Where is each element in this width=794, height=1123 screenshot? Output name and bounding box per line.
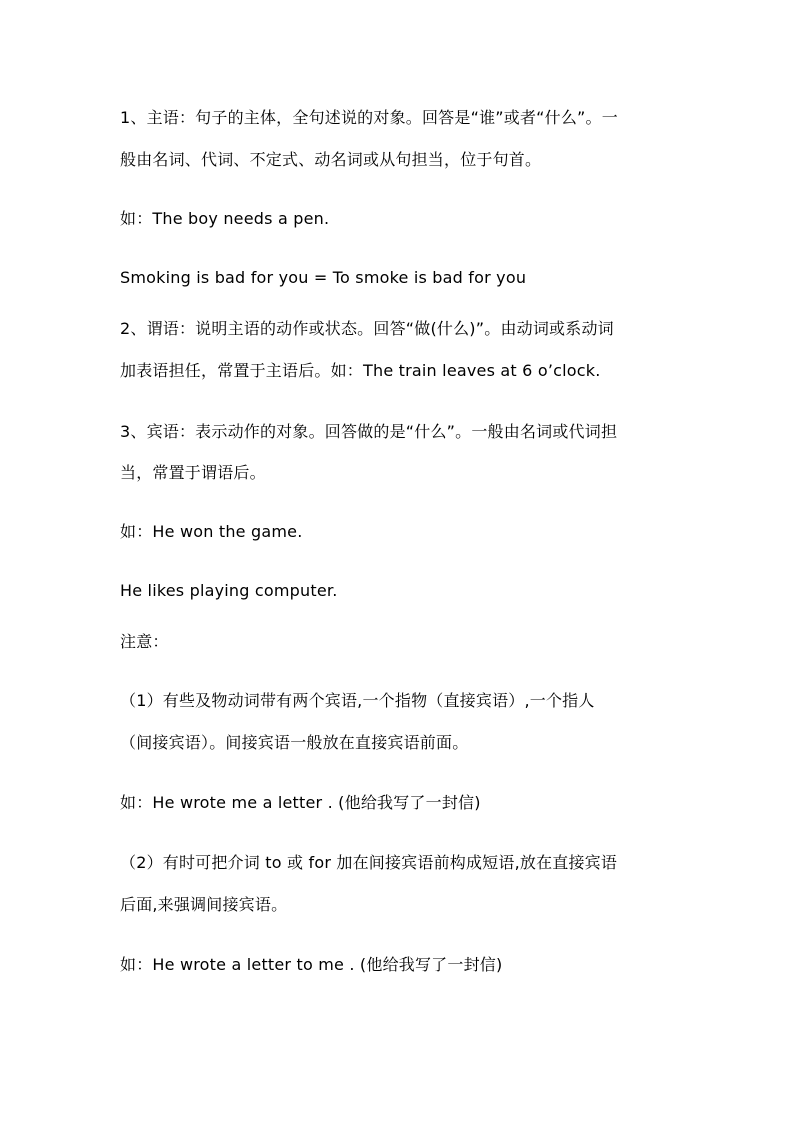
subject-example-1: 如：The boy needs a pen. [120,209,330,228]
note-1-line-1: （1）有些及物动词带有两个宾语,一个指物（直接宾语）,一个指人 [120,691,595,710]
note-1-line-2: （间接宾语）。间接宾语一般放在直接宾语前面。 [120,733,469,752]
object-example-2: He likes playing computer. [120,581,338,600]
note-2-line-2: 后面,来强调间接宾语。 [120,895,288,914]
object-definition-line-1: 3、宾语：表示动作的对象。回答做的是“什么”。一般由名词或代词担 [120,422,618,441]
subject-definition-line-1: 1、主语：句子的主体，全句述说的对象。回答是“谁”或者“什么”。一 [120,108,618,127]
note-2-example: 如：He wrote a letter to me . (他给我写了一封信) [120,955,503,974]
subject-definition-line-2: 般由名词、代词、不定式、动名词或从句担当，位于句首。 [120,150,542,169]
note-heading: 注意： [120,632,169,651]
note-1-example: 如：He wrote me a letter . (他给我写了一封信) [120,793,481,812]
object-example-1: 如：He won the game. [120,522,303,541]
object-definition-line-2: 当，常置于谓语后。 [120,463,266,482]
predicate-definition-line-2: 加表语担任，常置于主语后。如：The train leaves at 6 o’clock. [120,361,601,380]
note-2-line-1: （2）有时可把介词 to 或 for 加在间接宾语前构成短语,放在直接宾语 [120,853,618,872]
predicate-definition-line-1: 2、谓语：说明主语的动作或状态。回答“做(什么)”。由动词或系动词 [120,319,614,338]
subject-example-2: Smoking is bad for you = To smoke is bad for you [120,268,527,287]
